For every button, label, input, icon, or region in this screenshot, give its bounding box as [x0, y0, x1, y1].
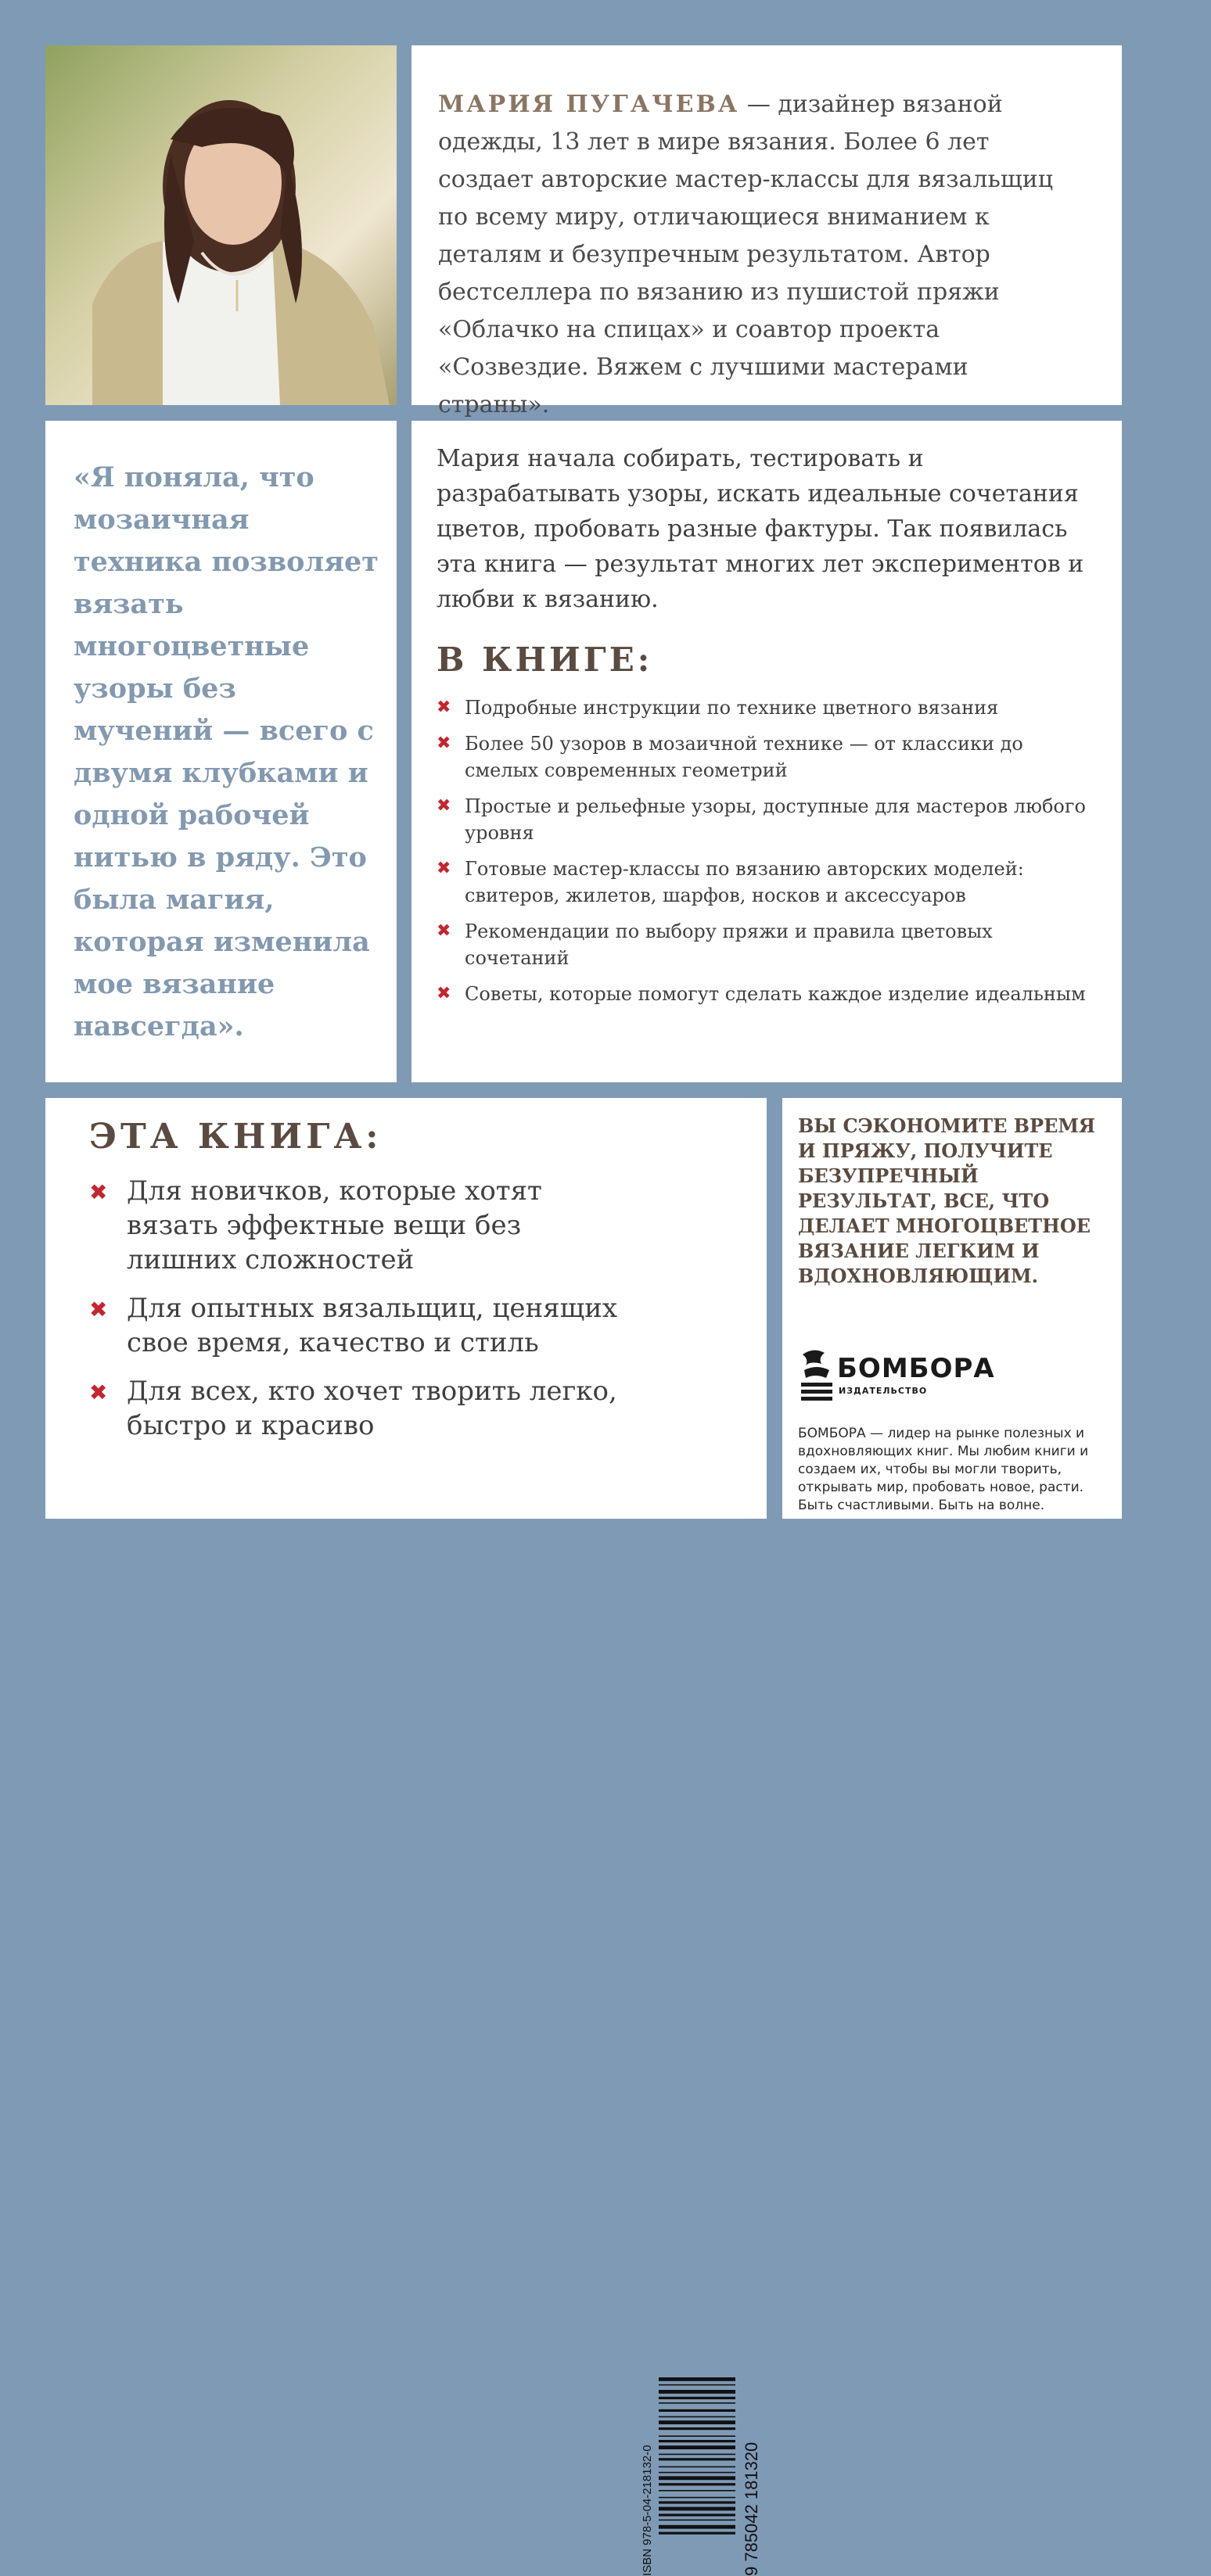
for-whom-list	[89, 1174, 767, 1443]
barcode-bar	[659, 2402, 735, 2404]
list-item: ✖ Для новичков, которые хотят вязать эффектные вещи без лишних сложностей	[89, 1175, 542, 1275]
list-item: ✖ Рекомендации по выбору пряжи и правила цветовых сочетаний	[437, 918, 1091, 971]
author-quote: «Я поняла, что мозаичная техника позволяет вязать многоцветные узоры без мучений — всего с двумя клубками и одной рабочей нитью в ряду. Это была магия, которая изменила мое вязание навсегда».	[74, 461, 379, 1042]
promo-panel	[782, 1098, 1122, 1519]
isbn-barcode	[640, 2373, 765, 2576]
about-intro: Мария начала собирать, тестировать и разрабатывать узоры, искать идеальные сочетания цветов, пробовать разные фактуры. Так появилась эта книга — результат многих лет экспериментов и любви к вязанию.	[437, 445, 1084, 613]
author-portrait-image	[45, 45, 397, 405]
barcode-bar	[659, 2497, 735, 2499]
barcode-bar	[659, 2420, 735, 2424]
barcode-bar	[659, 2490, 735, 2492]
barcode-bars	[659, 2377, 735, 2535]
barcode-bar	[659, 2454, 735, 2456]
list-item: ✖ Простые и рельефные узоры, доступные для мастеров любого уровня	[437, 793, 1091, 846]
cross-bullet-icon: ✖	[437, 859, 451, 878]
promo-text: ВЫ СЭКОНОМИТЕ ВРЕМЯ И ПРЯЖУ, ПОЛУЧИТЕ БЕЗУПРЕЧНЫЙ РЕЗУЛЬТАТ, ВСЕ, ЧТО ДЕЛАЕТ МНОГОЦВЕТНОЕ ВЯЗАНИЕ ЛЕГКИМ И ВДОХНОВЛЯЮЩИМ.	[798, 1114, 1096, 1287]
list-item: ✖ Для опытных вязальщиц, ценящих свое время, качество и стиль	[89, 1293, 618, 1358]
barcode-bar	[659, 2507, 735, 2511]
barcode-bar	[659, 2427, 735, 2430]
barcode-bar	[659, 2445, 735, 2449]
in-book-heading: В КНИГЕ:	[437, 640, 653, 679]
barcode-bar	[659, 2525, 735, 2529]
publisher-description: БОМБОРА — лидер на рынке полезных и вдохновляющих книг. Мы любим книги и создаем их, чтобы вы могли творить, открывать мир, пробовать новое, расти. Быть счастливыми. Быть на волне.	[798, 1426, 1089, 1513]
barcode-bar	[659, 2513, 735, 2516]
cross-bullet-icon: ✖	[89, 1379, 108, 1405]
cross-bullet-icon: ✖	[437, 984, 451, 1003]
quote-panel	[45, 421, 397, 1082]
barcode-bar	[659, 2409, 735, 2412]
list-item: ✖ Подробные инструкции по технике цветного вязания	[437, 694, 1091, 721]
author-bio	[438, 86, 1083, 424]
list-item: ✖ Готовые мастер-классы по вязанию авторских моделей: свитеров, жилетов, шарфов, носков и аксессуаров	[437, 856, 1091, 909]
for-whom-panel	[45, 1098, 767, 2576]
list-item: ✖ Советы, которые помогут сделать каждое изделие идеальным	[437, 981, 1091, 1007]
list-item: ✖ Для всех, кто хочет творить легко, быстро и красиво	[89, 1376, 617, 1441]
barcode-bar	[659, 2476, 735, 2480]
cross-bullet-icon: ✖	[437, 698, 451, 717]
barcode-bar	[659, 2416, 735, 2418]
barcode-bar	[659, 2520, 735, 2521]
author-name: МАРИЯ ПУГАЧЕВА	[438, 91, 740, 118]
barcode-bar	[659, 2435, 735, 2437]
cross-bullet-icon: ✖	[437, 734, 451, 753]
barcode-bar	[659, 2458, 735, 2460]
isbn-text: ISBN 978-5-04-218132-0	[641, 2445, 654, 2576]
barcode-bar	[659, 2467, 735, 2468]
publisher-logo	[798, 1347, 1001, 1409]
author-photo	[45, 45, 397, 405]
list-item: ✖ Более 50 узоров в мозаичной технике — от классики до смелых современных геометрий	[437, 730, 1091, 784]
barcode-bar	[659, 2532, 735, 2535]
barcode-bar	[659, 2483, 735, 2485]
barcode-digits: 9 785042 181320	[742, 2441, 761, 2576]
barcode-bar	[659, 2377, 735, 2381]
publisher-subtitle: ИЗДАТЕЛЬСТВО	[839, 1386, 928, 1396]
cross-bullet-icon: ✖	[437, 796, 451, 816]
barcode-bar	[659, 2390, 735, 2394]
author-bio-text: — дизайнер вязаной одежды, 13 лет в мире вязания. Более 6 лет создает авторские мастер-классы для вязальщиц по всему миру, отличающиеся вниманием к деталям и безупречным результатом. Автор бестселлера по вязанию из пушистой пряжи «Облачко на спицах» и соавтор проекта «Созвездие. Вяжем с лучшими мастерами страны».	[438, 91, 1053, 418]
in-book-list	[437, 694, 1091, 1007]
bombora-logo-icon	[798, 1347, 834, 1401]
cross-bullet-icon: ✖	[89, 1297, 108, 1322]
barcode-bar	[659, 2501, 735, 2503]
cross-bullet-icon: ✖	[89, 1179, 108, 1205]
barcode-bar	[659, 2440, 735, 2442]
publisher-brand: БОМБОРА	[837, 1353, 995, 1384]
about-book-panel	[411, 421, 1122, 1082]
cross-bullet-icon: ✖	[437, 921, 451, 941]
barcode-bar	[659, 2472, 735, 2474]
this-book-heading: ЭТА КНИГА:	[89, 1117, 383, 1157]
barcode-bar	[659, 2384, 735, 2386]
author-bio-panel	[411, 45, 1122, 418]
barcode-bar	[659, 2397, 735, 2399]
